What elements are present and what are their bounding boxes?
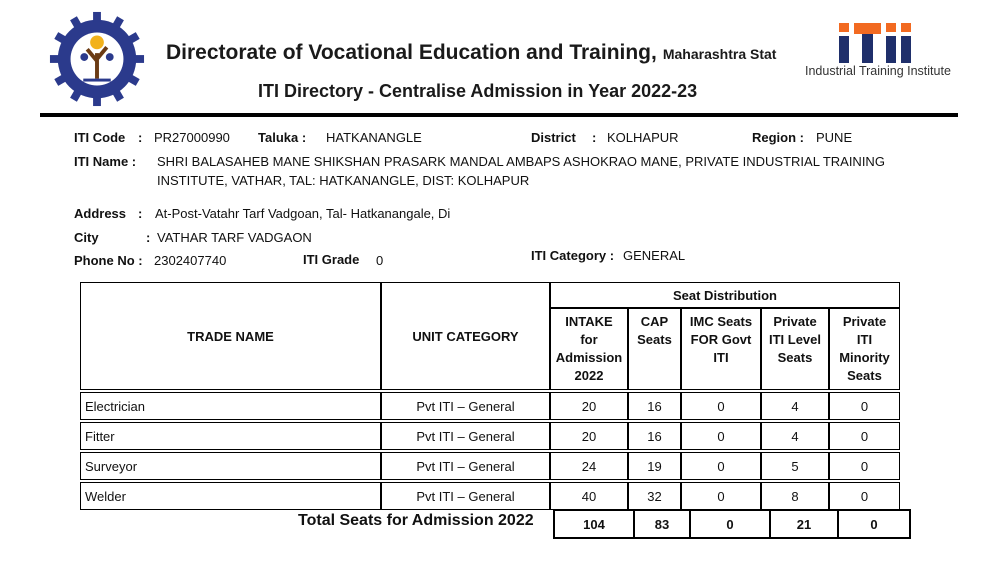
cell-private: 4 (761, 422, 829, 450)
cell-unit: Pvt ITI – General (381, 392, 550, 420)
page-title (166, 41, 776, 65)
seat-distribution-table (80, 282, 900, 510)
cell-unit: Pvt ITI – General (381, 422, 550, 450)
cell-intake: 20 (550, 422, 628, 450)
cell-private: 4 (761, 392, 829, 420)
address-label: Address (74, 206, 127, 221)
iti-code-value: PR27000990 (154, 130, 230, 145)
cell-intake: 20 (550, 392, 628, 420)
cell-imc: 0 (681, 392, 761, 420)
cell-imc: 0 (681, 482, 761, 510)
iti-logo (836, 19, 926, 65)
col-intake-l4: 2022 (574, 368, 604, 383)
cell-cap: 32 (628, 482, 681, 510)
col-minority-seats (829, 308, 900, 390)
col-imc-l3: ITI (713, 350, 729, 365)
city-value: VATHAR TARF VADGAON (157, 230, 312, 245)
col-private-l1: Private (773, 314, 817, 329)
col-unit-category: UNIT CATEGORY (381, 282, 550, 390)
taluka-label: Taluka : (258, 130, 307, 145)
header-divider (40, 113, 958, 117)
cell-cap: 16 (628, 392, 681, 420)
iti-code-sep: : (138, 130, 143, 145)
iti-code-label: ITI Code (74, 130, 126, 145)
iti-grade-value: 0 (376, 253, 384, 268)
taluka-value: HATKANANGLE (326, 130, 422, 145)
phone-label: Phone No : (74, 253, 143, 268)
cell-minority: 0 (829, 392, 900, 420)
table-row (80, 482, 900, 510)
address-sep: : (138, 206, 143, 221)
cell-intake: 40 (550, 482, 628, 510)
col-intake-l2: for (580, 332, 598, 347)
total-seats-row (553, 509, 911, 539)
phone-value: 2302407740 (154, 253, 227, 268)
total-cap: 83 (634, 510, 690, 538)
iti-name-line1: SHRI BALASAHEB MANE SHIKSHAN PRASARK MANDAL AMBAPS ASHOKRAO MANE, PRIVATE INDUSTRIAL TRAINING (157, 154, 885, 169)
total-private: 21 (770, 510, 838, 538)
iti-name-line2: INSTITUTE, VATHAR, TAL: HATKANANGLE, DIST: KOLHAPUR (157, 173, 530, 188)
col-imc-seats (681, 308, 761, 390)
cell-minority: 0 (829, 422, 900, 450)
col-private-iti-seats (761, 308, 829, 390)
page-title-main: Directorate of Vocational Education and Training, (166, 41, 657, 64)
col-minority-l4: Seats (847, 368, 882, 383)
address-value: At-Post-Vatahr Tarf Vadgoan, Tal- Hatkanangale, Di (155, 206, 451, 221)
col-private-l2: ITI Level (768, 332, 822, 347)
iti-caption: Industrial Training Institute (805, 64, 951, 78)
col-minority-l2: ITI (856, 332, 873, 347)
table-row (80, 392, 900, 420)
cell-imc: 0 (681, 452, 761, 480)
table-row (80, 452, 900, 480)
col-minority-l1: Private (842, 314, 887, 329)
cell-unit: Pvt ITI – General (381, 482, 550, 510)
cell-unit: Pvt ITI – General (381, 452, 550, 480)
cell-trade: Surveyor (80, 452, 381, 480)
col-intake (550, 308, 628, 390)
table-row (80, 422, 900, 450)
district-sep: : (592, 130, 597, 145)
col-cap-l1: CAP (640, 314, 669, 329)
page-subtitle: ITI Directory - Centralise Admission in Year 2022-23 (258, 81, 698, 101)
iti-name-label: ITI Name : (74, 154, 137, 169)
cell-private: 5 (761, 452, 829, 480)
district-label: District (531, 130, 576, 145)
region-value: PUNE (816, 130, 853, 145)
district-value: KOLHAPUR (607, 130, 679, 145)
cell-minority: 0 (829, 482, 900, 510)
total-intake: 104 (554, 510, 634, 538)
col-trade-name: TRADE NAME (80, 282, 381, 390)
cell-imc: 0 (681, 422, 761, 450)
cell-trade: Welder (80, 482, 381, 510)
iti-category-label: ITI Category : (531, 248, 615, 263)
col-intake-l1: INTAKE (565, 314, 613, 329)
iti-category-value: GENERAL (623, 248, 686, 263)
col-group-seat-distribution: Seat Distribution (550, 282, 900, 308)
cell-intake: 24 (550, 452, 628, 480)
col-intake-l3: Admission (555, 350, 623, 365)
total-minority: 0 (838, 510, 910, 538)
col-cap-l2: Seats (637, 332, 672, 347)
region-label: Region : (752, 130, 804, 145)
col-private-l3: Seats (777, 350, 813, 365)
cell-trade: Fitter (80, 422, 381, 450)
page-title-suffix: Maharashtra Stat (662, 46, 777, 62)
total-seats-label: Total Seats for Admission 2022 (298, 512, 534, 529)
col-minority-l3: Minority (839, 350, 890, 365)
col-imc-l2: FOR Govt (690, 332, 752, 347)
cell-cap: 16 (628, 422, 681, 450)
col-imc-l1: IMC Seats (689, 314, 753, 329)
total-imc: 0 (690, 510, 770, 538)
city-label: City (74, 230, 99, 245)
table-header-row (80, 282, 900, 308)
cell-minority: 0 (829, 452, 900, 480)
cell-trade: Electrician (80, 392, 381, 420)
cell-private: 8 (761, 482, 829, 510)
cell-cap: 19 (628, 452, 681, 480)
iti-grade-label: ITI Grade (303, 252, 360, 267)
city-sep: : (146, 230, 151, 245)
dvet-emblem-logo (48, 10, 146, 108)
col-cap-seats (628, 308, 681, 390)
